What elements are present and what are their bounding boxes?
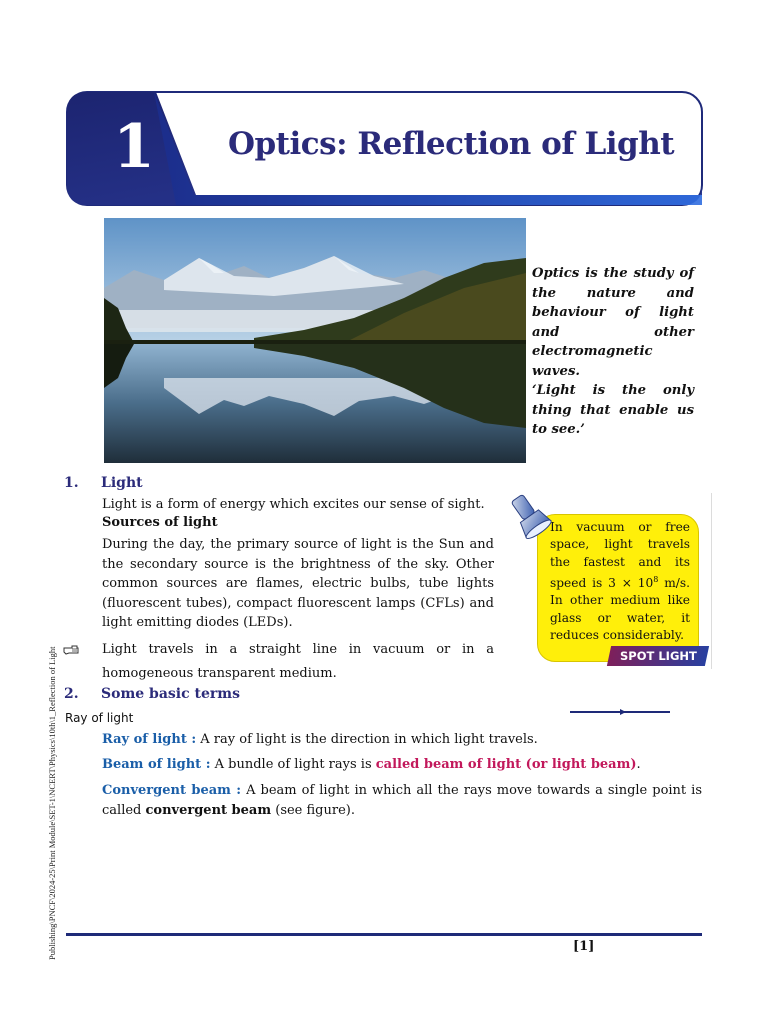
landscape-lake-image (104, 218, 526, 463)
sources-of-light-heading: Sources of light (102, 515, 218, 530)
flashlight-icon (505, 492, 555, 542)
term-beam-of-light: Beam of light : A bundle of light rays is called beam of light (or light beam). (102, 757, 641, 772)
straight-line-point: Light travels in a straight line in vacuum or in a homogeneous transparent medium. (102, 642, 494, 681)
term-convergent-beam: Convergent beam : A beam of light in which all the rays move towards a single point is called convergent beam (see figure). (102, 783, 702, 818)
mountain-reflection-illustration (104, 218, 526, 463)
light-quote: ‘Light is the only thing that enable us to see.’ (532, 383, 694, 437)
pointing-hand-icon (63, 641, 79, 653)
section-number: 2. (64, 686, 79, 702)
side-file-path: Publishing\PNCF\2024-25\Print Module\SET-1\NCERT\Physics\10th\1_Reflection of Light (47, 646, 57, 960)
optics-definition: Optics is the study of the nature and behaviour of light and other electromagnetic waves. (532, 266, 694, 379)
intro-quote (532, 264, 694, 440)
term-ray-of-light: Ray of light : A ray of light is the direction in which light travels. (102, 732, 538, 747)
section-number: 1. (64, 475, 79, 491)
spot-light-label: SPOT LIGHT (607, 646, 709, 666)
footer-rule (66, 933, 702, 936)
spot-light-divider (711, 493, 712, 669)
sources-paragraph: During the day, the primary source of light is the Sun and the secondary source is the brightness of the sky. Other common sources are flames, electric bulbs, tube lights (fluorescent tubes), compact fluorescent lamps (CFLs) and light emitting diodes (LEDs). (102, 537, 494, 630)
ray-of-light-figure (570, 702, 670, 712)
figure-caption-ray: Ray of light (65, 711, 134, 725)
chapter-number: 1 (113, 112, 155, 182)
section-title-light: Light (101, 475, 143, 491)
light-definition: Light is a form of energy which excites our sense of sight. (102, 497, 485, 512)
section-title-basic-terms: Some basic terms (101, 686, 240, 702)
page-number: [1] (573, 939, 595, 954)
spot-light-text: In vacuum or free space, light travels the fastest and its speed is $3 \times 10^8$ m/s. In other medium like glass or water, it reduces considerably. (550, 520, 691, 642)
chapter-title: Optics: Reflection of Light (228, 126, 675, 162)
